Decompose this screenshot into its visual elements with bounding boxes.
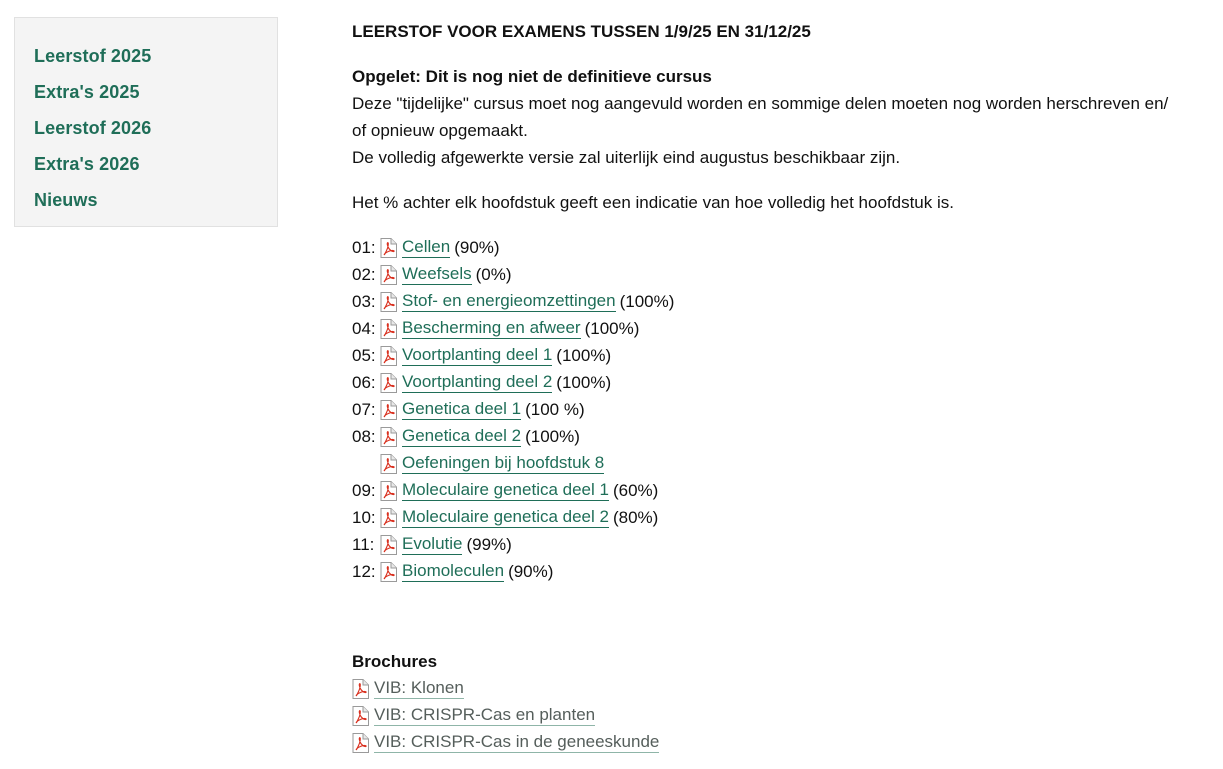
spacer — [352, 585, 1218, 648]
pdf-file-icon — [380, 319, 397, 339]
warning-text-line-3: De volledig afgewerkte versie zal uiterlijk eind augustus beschikbaar zijn. — [352, 148, 901, 167]
chapter-number: 02: — [352, 265, 376, 284]
chapter-completion: (100%) — [556, 346, 612, 365]
chapter-item-bescherming-en-afweer — [352, 315, 1218, 342]
chapter-item-stof-en-energieomzettingen — [352, 288, 1218, 315]
chapter-number: 11: — [352, 535, 375, 554]
chapter-item-moleculaire-genetica-deel-2 — [352, 504, 1218, 531]
pdf-file-icon — [380, 400, 397, 420]
chapter-completion: (0%) — [475, 265, 512, 284]
sidebar-item-extras-2026[interactable]: Extra's 2026 — [34, 154, 140, 174]
chapter-link-biomoleculen[interactable]: Biomoleculen — [402, 561, 505, 580]
brochure-item-vib-crispr-cas-in-de-geneeskunde — [352, 729, 1218, 756]
chapter-completion: (90%) — [508, 562, 554, 581]
chapter-link-moleculaire-genetica-deel-1[interactable]: Moleculaire genetica deel 1 — [402, 480, 609, 499]
brochure-list — [352, 675, 1218, 756]
chapter-link-moleculaire-genetica-deel-2[interactable]: Moleculaire genetica deel 2 — [402, 507, 609, 526]
chapter-link-oefeningen-bij-hoofdstuk-8[interactable]: Oefeningen bij hoofdstuk 8 — [402, 453, 605, 472]
chapter-completion: (100%) — [619, 292, 675, 311]
chapter-item-genetica-deel-1 — [352, 396, 1218, 423]
pdf-file-icon — [380, 346, 397, 366]
pdf-file-icon — [352, 679, 369, 699]
pdf-file-icon — [380, 535, 397, 555]
pdf-file-icon — [380, 454, 397, 474]
chapter-item-biomoleculen — [352, 558, 1218, 585]
chapter-link-genetica-deel-2[interactable]: Genetica deel 2 — [402, 426, 522, 445]
pdf-file-icon — [380, 373, 397, 393]
brochure-link-vib-klonen[interactable]: VIB: Klonen — [374, 678, 464, 697]
chapter-completion: (90%) — [454, 238, 500, 257]
warning-heading: Opgelet: Dit is nog niet de definitieve cursus — [352, 67, 712, 86]
page-title: LEERSTOF VOOR EXAMENS TUSSEN 1/9/25 EN 31/12/25 — [352, 22, 811, 41]
sidebar-item-extras-2025[interactable]: Extra's 2025 — [34, 82, 140, 102]
brochure-item-vib-klonen — [352, 675, 1218, 702]
pdf-file-icon — [380, 481, 397, 501]
chapter-item-voortplanting-deel-1 — [352, 342, 1218, 369]
sidebar-nav — [14, 17, 278, 227]
brochures-heading: Brochures — [352, 652, 438, 671]
chapter-link-cellen[interactable]: Cellen — [402, 237, 451, 256]
main-content — [352, 18, 1218, 756]
chapter-completion: (99%) — [466, 535, 512, 554]
pdf-file-icon — [380, 265, 397, 285]
chapter-number: 04: — [352, 319, 376, 338]
warning-text-line-1: Deze "tijdelijke" cursus moet nog aangevuld worden en sommige delen moeten nog worden herschreven en/ — [352, 94, 1169, 113]
pdf-file-icon — [380, 292, 397, 312]
sidebar-item-nieuws[interactable]: Nieuws — [34, 190, 98, 210]
sidebar-item-leerstof-2026[interactable]: Leerstof 2026 — [34, 118, 152, 138]
chapter-number: 01: — [352, 238, 376, 257]
chapter-number: 07: — [352, 400, 376, 419]
pdf-file-icon — [380, 508, 397, 528]
chapter-link-voortplanting-deel-2[interactable]: Voortplanting deel 2 — [402, 372, 553, 391]
chapter-link-bescherming-en-afweer[interactable]: Bescherming en afweer — [402, 318, 581, 337]
pdf-file-icon — [352, 733, 369, 753]
pdf-file-icon — [380, 427, 397, 447]
chapter-link-weefsels[interactable]: Weefsels — [402, 264, 472, 283]
chapter-link-evolutie[interactable]: Evolutie — [402, 534, 463, 553]
chapter-item-voortplanting-deel-2 — [352, 369, 1218, 396]
chapter-item-oefeningen-bij-hoofdstuk-8 — [352, 450, 1218, 477]
chapter-number: 03: — [352, 292, 376, 311]
chapter-number: 09: — [352, 481, 376, 500]
brochure-link-vib-crispr-cas-in-de-geneeskunde[interactable]: VIB: CRISPR-Cas in de geneeskunde — [374, 732, 660, 751]
chapter-link-stof-en-energieomzettingen[interactable]: Stof- en energieomzettingen — [402, 291, 616, 310]
indication-text: Het % achter elk hoofdstuk geeft een indicatie van hoe volledig het hoofdstuk is. — [352, 193, 954, 212]
chapter-number: 08: — [352, 427, 376, 446]
brochure-link-vib-crispr-cas-en-planten[interactable]: VIB: CRISPR-Cas en planten — [374, 705, 596, 724]
chapter-completion: (100 %) — [525, 400, 585, 419]
chapter-number: 05: — [352, 346, 376, 365]
chapter-number: 12: — [352, 562, 376, 581]
chapter-link-genetica-deel-1[interactable]: Genetica deel 1 — [402, 399, 522, 418]
chapter-number: 10: — [352, 508, 376, 527]
chapter-completion: (60%) — [612, 481, 659, 500]
chapter-item-weefsels — [352, 261, 1218, 288]
warning-text-line-2: of opnieuw opgemaakt. — [352, 121, 528, 140]
chapter-item-moleculaire-genetica-deel-1 — [352, 477, 1218, 504]
pdf-file-icon — [380, 562, 397, 582]
chapter-completion: (80%) — [612, 508, 659, 527]
pdf-file-icon — [380, 238, 397, 258]
pdf-file-icon — [352, 706, 369, 726]
chapter-number: 06: — [352, 373, 376, 392]
chapter-list — [352, 234, 1218, 585]
sidebar-item-leerstof-2025[interactable]: Leerstof 2025 — [34, 46, 152, 66]
chapter-completion: (100%) — [584, 319, 640, 338]
chapter-link-voortplanting-deel-1[interactable]: Voortplanting deel 1 — [402, 345, 553, 364]
brochure-item-vib-crispr-cas-en-planten — [352, 702, 1218, 729]
chapter-completion: (100%) — [556, 373, 612, 392]
chapter-item-cellen — [352, 234, 1218, 261]
chapter-item-genetica-deel-2 — [352, 423, 1218, 450]
chapter-completion: (100%) — [525, 427, 580, 446]
chapter-item-evolutie — [352, 531, 1218, 558]
